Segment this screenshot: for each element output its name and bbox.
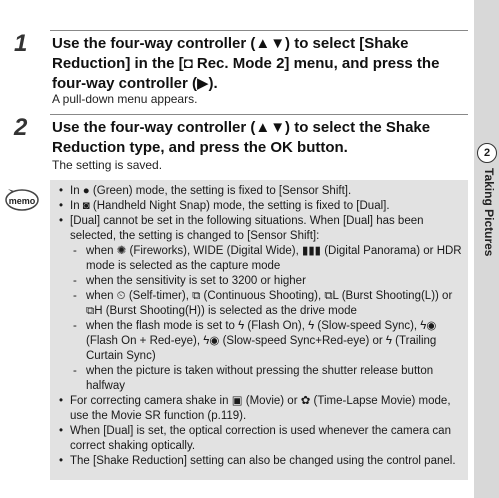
chapter-number-badge: 2 — [477, 143, 497, 163]
step-title: Use the four-way controller (▲▼) to select [Shake Reduction] in the [◘ Rec. Mode 2] menu, and press the four-way controller (▶). — [52, 35, 440, 92]
memo-bullet-item: • For correcting camera shake in ▣ (Movie) or ✿ (Time-Lapse Movie) mode, use the Movie SR function (p.119). — [56, 394, 466, 424]
memo-icon-label: memo — [8, 196, 36, 206]
step-divider — [50, 30, 468, 31]
memo-bullet-item: • The [Shake Reduction] setting can also be changed using the control panel. — [56, 454, 466, 469]
step-title: Use the four-way controller (▲▼) to select the Shake Reduction type, and press the OK button. — [52, 119, 431, 156]
memo-sub-item: - when the picture is taken without pressing the shutter release button halfway — [56, 364, 466, 394]
memo-list — [56, 184, 466, 469]
memo-bullet-item: • In ● (Green) mode, the setting is fixed to [Sensor Shift]. — [56, 184, 466, 199]
memo-sub-item: - when ⏲ (Self-timer), ⧉ (Continuous Shooting), ⧉L (Burst Shooting(L)) or ⧉H (Burst Shooting(H)) is selected as the drive mode — [56, 289, 466, 319]
memo-sub-item: - when the flash mode is set to ϟ (Flash On), ϟ (Slow-speed Sync), ϟ◉ (Flash On + Red-eye), ϟ◉ (Slow-speed Sync+Red-eye) or ϟ (Trailing Curtain Sync) — [56, 319, 466, 364]
step-note: The setting is saved. — [52, 158, 163, 172]
memo-sub-item: - when the sensitivity is set to 3200 or higher — [56, 274, 466, 289]
step-divider — [50, 114, 468, 115]
memo-bullet-item: • [Dual] cannot be set in the following situations. When [Dual] has been selected, the setting is changed to [Sensor Shift]: — [56, 214, 466, 244]
step-1 — [0, 30, 470, 110]
chapter-title: Taking Pictures — [482, 168, 496, 257]
memo-sub-item: - when ✺ (Fireworks), WIDE (Digital Wide), ▮▮▮ (Digital Panorama) or HDR mode is selected as the capture mode — [56, 244, 466, 274]
step-note: A pull-down menu appears. — [52, 92, 198, 106]
memo-icon — [4, 188, 40, 212]
step-2 — [0, 114, 470, 174]
step-number: 2 — [14, 114, 28, 141]
step-number: 1 — [14, 30, 28, 57]
memo-bullet-item: • When [Dual] is set, the optical correction is used whenever the camera can correct shaking optically. — [56, 424, 466, 454]
memo-bullet-item: • In ◙ (Handheld Night Snap) mode, the setting is fixed to [Dual]. — [56, 199, 466, 214]
